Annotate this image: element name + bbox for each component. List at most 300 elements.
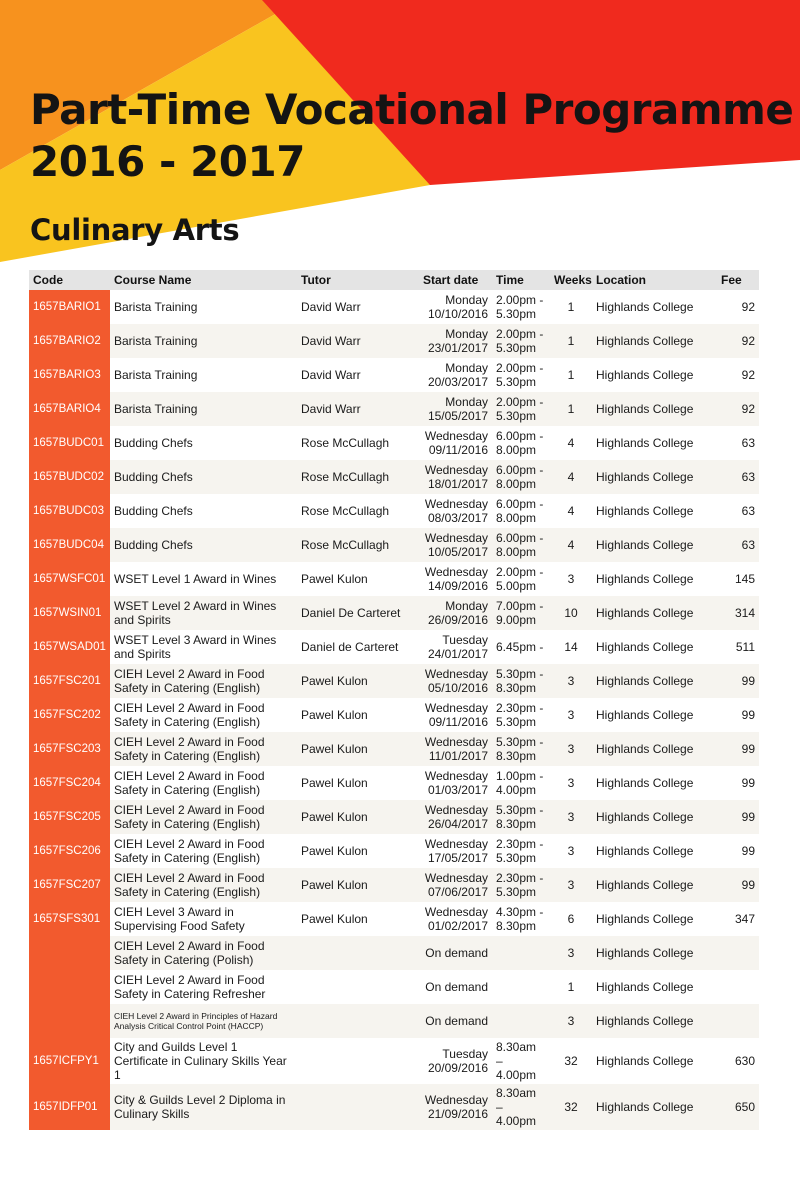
tutor: Pawel Kulon (297, 800, 419, 834)
start-date-value: 10/10/2016 (427, 307, 488, 321)
start-date (419, 732, 492, 766)
tutor: Rose McCullagh (297, 426, 419, 460)
time-start: 2.30pm - (496, 871, 544, 885)
tutor: David Warr (297, 290, 419, 324)
start-date-value: 01/03/2017 (427, 783, 488, 797)
weeks: 3 (550, 664, 592, 698)
time-end: 5.30pm (496, 341, 537, 355)
tutor: Rose McCullagh (297, 494, 419, 528)
course-name-text: Barista Training (114, 368, 198, 382)
course-name-text: Barista Training (114, 402, 198, 416)
tutor (297, 1084, 419, 1130)
time-start: 2.00pm - (496, 327, 544, 341)
tutor: Pawel Kulon (297, 664, 419, 698)
fee: 63 (717, 426, 759, 460)
time-start: 8.30am – (496, 1086, 537, 1114)
table-row (29, 902, 759, 936)
fee: 99 (717, 834, 759, 868)
fee: 99 (717, 732, 759, 766)
start-date-value: 20/09/2016 (427, 1061, 488, 1075)
course-code: 1657FSC204 (29, 766, 110, 800)
start-date-value: 15/05/2017 (427, 409, 488, 423)
time (492, 1038, 550, 1084)
course-code: 1657FSC207 (29, 868, 110, 902)
start-day: Monday (445, 293, 488, 307)
start-day: Wednesday (424, 735, 488, 749)
start-day: Tuesday (442, 633, 488, 647)
time-end: 8.30pm (496, 919, 537, 933)
weeks: 3 (550, 1004, 592, 1038)
start-date (419, 1004, 492, 1038)
course-code: 1657BUDC01 (29, 426, 110, 460)
tutor: Pawel Kulon (297, 698, 419, 732)
location: Highlands College (592, 324, 717, 358)
time (492, 834, 550, 868)
course-name (110, 426, 297, 460)
start-day: Wednesday (424, 837, 488, 851)
start-date (419, 902, 492, 936)
time-start: 2.00pm - (496, 565, 544, 579)
start-date-value: 23/01/2017 (427, 341, 488, 355)
fee: 99 (717, 766, 759, 800)
start-date (419, 528, 492, 562)
fee: 63 (717, 460, 759, 494)
start-day: Wednesday (424, 1093, 488, 1107)
start-date-value: 01/02/2017 (427, 919, 488, 933)
start-day: Monday (445, 599, 488, 613)
time-start: 2.00pm - (496, 361, 544, 375)
table-row (29, 664, 759, 698)
weeks: 32 (550, 1084, 592, 1130)
weeks: 10 (550, 596, 592, 630)
start-date (419, 1084, 492, 1130)
fee (717, 936, 759, 970)
course-code: 1657WSIN01 (29, 596, 110, 630)
course-code: 1657WSAD01 (29, 630, 110, 664)
fee: 145 (717, 562, 759, 596)
start-date-value: 11/01/2017 (428, 749, 488, 763)
course-name (110, 392, 297, 426)
location: Highlands College (592, 562, 717, 596)
table-body (29, 290, 759, 1130)
course-name-text: Budding Chefs (114, 436, 193, 450)
location: Highlands College (592, 1084, 717, 1130)
start-date (419, 868, 492, 902)
fee: 63 (717, 528, 759, 562)
time (492, 1084, 550, 1130)
start-day: Wednesday (424, 871, 488, 885)
course-name-text: Barista Training (114, 334, 198, 348)
start-date-value: 05/10/2016 (427, 681, 488, 695)
tutor (297, 1004, 419, 1038)
course-code (29, 936, 110, 970)
header-course-name: Course Name (110, 270, 297, 290)
time (492, 324, 550, 358)
time-start: 6.00pm - (496, 531, 544, 545)
time-start: 4.30pm - (496, 905, 544, 919)
course-name-text: CIEH Level 2 Award in Food Safety in Catering (English) (114, 871, 265, 899)
start-date (419, 426, 492, 460)
start-date (419, 936, 492, 970)
location: Highlands College (592, 358, 717, 392)
course-code: 1657BUDC03 (29, 494, 110, 528)
table-row (29, 766, 759, 800)
time (492, 358, 550, 392)
course-name-text: WSET Level 1 Award in Wines (114, 572, 277, 586)
start-day: Monday (445, 327, 488, 341)
start-date (419, 324, 492, 358)
fee: 92 (717, 324, 759, 358)
fee: 92 (717, 358, 759, 392)
location: Highlands College (592, 664, 717, 698)
time-end: 8.00pm (496, 511, 537, 525)
location: Highlands College (592, 868, 717, 902)
time (492, 970, 550, 1004)
table-row (29, 528, 759, 562)
weeks: 3 (550, 766, 592, 800)
time-end: 5.30pm (496, 715, 537, 729)
time-end: 5.30pm (496, 307, 537, 321)
weeks: 1 (550, 324, 592, 358)
table-row (29, 494, 759, 528)
time-start: 5.30pm - (496, 667, 544, 681)
table-row (29, 290, 759, 324)
time (492, 868, 550, 902)
start-day: Wednesday (424, 429, 488, 443)
location: Highlands College (592, 1004, 717, 1038)
course-name (110, 1084, 297, 1130)
start-date-value: 26/09/2016 (427, 613, 488, 627)
table-row (29, 460, 759, 494)
tutor (297, 1038, 419, 1084)
course-code: 1657FSC202 (29, 698, 110, 732)
course-code: 1657ICFPY1 (29, 1038, 110, 1084)
table-row (29, 732, 759, 766)
course-name-text: WSET Level 2 Award in Wines and Spirits (114, 599, 277, 627)
time (492, 528, 550, 562)
course-name (110, 494, 297, 528)
start-day: Monday (445, 395, 488, 409)
time (492, 698, 550, 732)
start-date-value: 26/04/2017 (427, 817, 488, 831)
table-row (29, 324, 759, 358)
location: Highlands College (592, 528, 717, 562)
start-date-value: 24/01/2017 (427, 647, 488, 661)
fee: 92 (717, 392, 759, 426)
start-date-value: 09/11/2016 (428, 443, 488, 457)
course-name-text: CIEH Level 2 Award in Food Safety in Catering Refresher (114, 973, 266, 1001)
weeks: 3 (550, 562, 592, 596)
header-fee: Fee (717, 270, 759, 290)
start-day: Wednesday (424, 905, 488, 919)
weeks: 3 (550, 698, 592, 732)
start-date-value: 18/01/2017 (427, 477, 488, 491)
start-date (419, 392, 492, 426)
time-end: 4.00pm (496, 1068, 537, 1082)
course-name-text: City & Guilds Level 2 Diploma in Culinary Skills (114, 1093, 286, 1121)
weeks: 3 (550, 868, 592, 902)
time (492, 426, 550, 460)
weeks: 14 (550, 630, 592, 664)
location: Highlands College (592, 494, 717, 528)
time (492, 732, 550, 766)
course-code: 1657WSFC01 (29, 562, 110, 596)
tutor: Pawel Kulon (297, 562, 419, 596)
course-name (110, 290, 297, 324)
weeks: 3 (550, 800, 592, 834)
course-name (110, 1038, 297, 1084)
weeks: 32 (550, 1038, 592, 1084)
course-code: 1657FSC206 (29, 834, 110, 868)
start-date (419, 290, 492, 324)
start-date (419, 494, 492, 528)
table-row (29, 392, 759, 426)
table-row (29, 936, 759, 970)
weeks: 3 (550, 834, 592, 868)
location: Highlands College (592, 902, 717, 936)
location: Highlands College (592, 936, 717, 970)
time-start: 6.00pm - (496, 463, 544, 477)
weeks: 4 (550, 426, 592, 460)
start-day: On demand (425, 980, 488, 994)
start-day: Monday (445, 361, 488, 375)
header-location: Location (592, 270, 717, 290)
course-name (110, 970, 297, 1004)
course-name (110, 358, 297, 392)
time-start: 6.45pm - (496, 640, 544, 654)
course-name (110, 460, 297, 494)
course-name-text: Budding Chefs (114, 538, 193, 552)
start-date (419, 834, 492, 868)
table-row (29, 1084, 759, 1130)
time-end: 5.30pm (496, 851, 537, 865)
start-date-value: 14/09/2016 (427, 579, 488, 593)
course-name-text: City and Guilds Level 1 Certificate in Culinary Skills Year 1 (114, 1040, 287, 1082)
course-name (110, 766, 297, 800)
start-day: On demand (425, 946, 488, 960)
start-date (419, 630, 492, 664)
tutor (297, 936, 419, 970)
start-day: Wednesday (424, 463, 488, 477)
time (492, 800, 550, 834)
start-date-value: 09/11/2016 (428, 715, 488, 729)
course-code: 1657BARIO2 (29, 324, 110, 358)
time-start: 5.30pm - (496, 735, 544, 749)
course-name-text: Budding Chefs (114, 504, 193, 518)
time-start: 2.30pm - (496, 701, 544, 715)
header-weeks: Weeks (550, 270, 592, 290)
fee (717, 1004, 759, 1038)
weeks: 6 (550, 902, 592, 936)
location: Highlands College (592, 1038, 717, 1084)
time-end: 5.30pm (496, 409, 537, 423)
location: Highlands College (592, 630, 717, 664)
time (492, 494, 550, 528)
start-date (419, 460, 492, 494)
start-day: Wednesday (424, 667, 488, 681)
start-date (419, 766, 492, 800)
location: Highlands College (592, 766, 717, 800)
fee: 63 (717, 494, 759, 528)
table-row (29, 800, 759, 834)
location: Highlands College (592, 834, 717, 868)
fee: 314 (717, 596, 759, 630)
start-day: On demand (425, 1014, 488, 1028)
table-row (29, 630, 759, 664)
location: Highlands College (592, 392, 717, 426)
course-code: 1657BUDC02 (29, 460, 110, 494)
start-date (419, 970, 492, 1004)
weeks: 1 (550, 970, 592, 1004)
start-date-value: 17/05/2017 (427, 851, 488, 865)
time-start: 5.30pm - (496, 803, 544, 817)
location: Highlands College (592, 732, 717, 766)
table-row (29, 426, 759, 460)
time (492, 460, 550, 494)
table-row (29, 1004, 759, 1038)
course-name-text: CIEH Level 2 Award in Food Safety in Catering (English) (114, 701, 265, 729)
course-code (29, 1004, 110, 1038)
start-date (419, 698, 492, 732)
course-code: 1657FSC205 (29, 800, 110, 834)
table-row (29, 562, 759, 596)
course-code: 1657SFS301 (29, 902, 110, 936)
time-start: 8.30am – (496, 1040, 537, 1068)
fee: 630 (717, 1038, 759, 1084)
time-end: 9.00pm (496, 613, 537, 627)
start-day: Wednesday (424, 803, 488, 817)
course-code: 1657BUDC04 (29, 528, 110, 562)
table-row (29, 698, 759, 732)
course-name (110, 630, 297, 664)
time (492, 596, 550, 630)
table-row (29, 834, 759, 868)
time-start: 2.00pm - (496, 395, 544, 409)
location: Highlands College (592, 800, 717, 834)
time (492, 766, 550, 800)
time-end: 8.30pm (496, 681, 537, 695)
time (492, 290, 550, 324)
tutor: Daniel de Carteret (297, 630, 419, 664)
course-code: 1657BARIO4 (29, 392, 110, 426)
location: Highlands College (592, 970, 717, 1004)
course-name-text: CIEH Level 2 Award in Principles of Hazard Analysis Critical Control Point (HACCP) (114, 1011, 278, 1031)
course-code: 1657BARIO3 (29, 358, 110, 392)
start-date-value: 10/05/2017 (427, 545, 488, 559)
location: Highlands College (592, 426, 717, 460)
start-date (419, 562, 492, 596)
tutor: David Warr (297, 392, 419, 426)
start-date (419, 596, 492, 630)
header-tutor: Tutor (297, 270, 419, 290)
time-end: 5.30pm (496, 375, 537, 389)
start-day: Wednesday (424, 701, 488, 715)
fee: 99 (717, 800, 759, 834)
course-code: 1657IDFP01 (29, 1084, 110, 1130)
time-end: 8.00pm (496, 477, 537, 491)
start-day: Wednesday (424, 531, 488, 545)
header-start-date: Start date (419, 270, 492, 290)
course-code (29, 970, 110, 1004)
tutor: Pawel Kulon (297, 834, 419, 868)
time-end: 4.00pm (496, 783, 537, 797)
tutor: Pawel Kulon (297, 868, 419, 902)
course-name (110, 698, 297, 732)
course-name-text: CIEH Level 2 Award in Food Safety in Catering (English) (114, 803, 265, 831)
title-line-1: Part-Time Vocational Programme (30, 85, 794, 134)
course-name (110, 834, 297, 868)
table-row (29, 868, 759, 902)
time (492, 936, 550, 970)
start-day: Wednesday (424, 769, 488, 783)
time-start: 6.00pm - (496, 497, 544, 511)
start-day: Wednesday (424, 565, 488, 579)
course-name-text: Barista Training (114, 300, 198, 314)
tutor: Rose McCullagh (297, 460, 419, 494)
course-name (110, 664, 297, 698)
tutor: David Warr (297, 358, 419, 392)
start-date (419, 1038, 492, 1084)
time (492, 664, 550, 698)
page-title (30, 84, 793, 188)
course-name (110, 1004, 297, 1038)
time-end: 8.30pm (496, 817, 537, 831)
start-date-value: 08/03/2017 (427, 511, 488, 525)
course-name-text: CIEH Level 2 Award in Food Safety in Catering (English) (114, 769, 265, 797)
start-date (419, 800, 492, 834)
time (492, 902, 550, 936)
weeks: 4 (550, 460, 592, 494)
course-name (110, 902, 297, 936)
tutor: David Warr (297, 324, 419, 358)
course-name (110, 868, 297, 902)
time-start: 6.00pm - (496, 429, 544, 443)
course-name-text: CIEH Level 2 Award in Food Safety in Catering (English) (114, 735, 265, 763)
fee: 99 (717, 868, 759, 902)
course-name-text: CIEH Level 2 Award in Food Safety in Catering (English) (114, 667, 265, 695)
start-date (419, 664, 492, 698)
start-date-value: 21/09/2016 (427, 1107, 488, 1121)
header-code: Code (29, 270, 110, 290)
fee: 347 (717, 902, 759, 936)
location: Highlands College (592, 460, 717, 494)
table-row (29, 358, 759, 392)
course-name-text: CIEH Level 2 Award in Food Safety in Catering (English) (114, 837, 265, 865)
time-start: 7.00pm - (496, 599, 544, 613)
title-line-2: 2016 - 2017 (30, 137, 305, 186)
tutor: Pawel Kulon (297, 766, 419, 800)
time-start: 1.00pm - (496, 769, 544, 783)
weeks: 3 (550, 936, 592, 970)
header-time: Time (492, 270, 550, 290)
start-date-value: 07/06/2017 (427, 885, 488, 899)
location: Highlands College (592, 290, 717, 324)
course-name (110, 562, 297, 596)
table-row (29, 596, 759, 630)
course-name (110, 528, 297, 562)
table-header-row (29, 270, 759, 290)
weeks: 1 (550, 392, 592, 426)
tutor: Pawel Kulon (297, 902, 419, 936)
time (492, 630, 550, 664)
fee: 511 (717, 630, 759, 664)
section-title: Culinary Arts (30, 213, 240, 247)
time-end: 8.00pm (496, 443, 537, 457)
time-end: 4.00pm (496, 1114, 537, 1128)
tutor (297, 970, 419, 1004)
time-end: 8.00pm (496, 545, 537, 559)
tutor: Daniel De Carteret (297, 596, 419, 630)
